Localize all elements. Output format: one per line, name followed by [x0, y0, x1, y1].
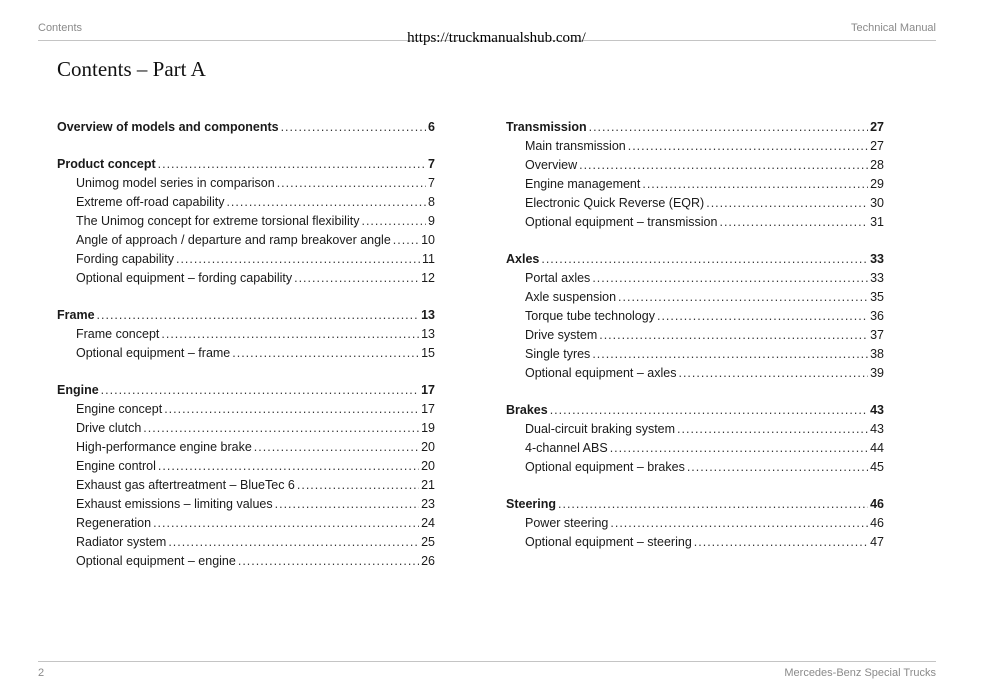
toc-entry-label: Frame — [57, 308, 95, 322]
dot-leader — [176, 250, 420, 269]
toc-section — [506, 250, 884, 383]
dot-leader — [161, 325, 419, 344]
toc-subentry[interactable] — [506, 345, 884, 364]
toc-subentry[interactable] — [506, 364, 884, 383]
toc-entry-page: 19 — [421, 421, 435, 435]
toc-subentry[interactable] — [506, 194, 884, 213]
toc-entry-page: 13 — [421, 327, 435, 341]
toc-entry-label: Engine concept — [76, 402, 163, 416]
toc-subentry[interactable] — [506, 213, 884, 232]
toc-entry-label: Drive system — [525, 328, 598, 342]
dot-leader — [579, 156, 868, 175]
toc-entry-page: 17 — [421, 383, 435, 397]
toc-entry-page: 25 — [421, 535, 435, 549]
toc-entry-label: Axles — [506, 252, 540, 266]
dot-leader — [687, 458, 868, 477]
dot-leader — [550, 401, 868, 420]
toc-subentry[interactable] — [506, 420, 884, 439]
dot-leader — [238, 552, 419, 571]
page-number: 2 — [38, 667, 45, 679]
toc-chapter-entry[interactable] — [506, 495, 884, 514]
toc-section — [57, 118, 435, 137]
toc-chapter-entry[interactable] — [57, 381, 435, 400]
toc-entry-page: 45 — [870, 460, 884, 474]
toc-entry-label: Transmission — [506, 120, 587, 134]
toc-subentry[interactable] — [506, 458, 884, 477]
dot-leader — [275, 495, 419, 514]
toc-entry-page: 11 — [422, 252, 435, 266]
toc-entry-label: Overview of models and components — [57, 120, 279, 134]
toc-subentry[interactable] — [506, 514, 884, 533]
dot-leader — [592, 345, 868, 364]
toc-entry-label: Portal axles — [525, 271, 591, 285]
toc-subentry[interactable] — [57, 438, 435, 457]
dot-leader — [254, 438, 419, 457]
toc-entry-page: 8 — [428, 195, 435, 209]
toc-entry-label: Engine control — [76, 459, 156, 473]
toc-entry-page: 29 — [870, 177, 884, 191]
toc-entry-page: 36 — [870, 309, 884, 323]
toc-entry-page: 17 — [421, 402, 435, 416]
toc-entry-label: The Unimog concept for extreme torsional flexibility — [76, 214, 360, 228]
dot-leader — [589, 118, 869, 137]
toc-entry-label: Extreme off-road capability — [76, 195, 225, 209]
header-document-label: Technical Manual — [851, 22, 936, 34]
toc-entry-label: Optional equipment – frame — [76, 346, 231, 360]
toc-section — [57, 306, 435, 363]
toc-entry-label: Exhaust gas aftertreatment – BlueTec 6 — [76, 478, 295, 492]
toc-subentry[interactable] — [57, 514, 435, 533]
toc-entry-page: 10 — [421, 233, 435, 247]
toc-chapter-entry[interactable] — [57, 306, 435, 325]
toc-entry-label: Product concept — [57, 157, 156, 171]
dot-leader — [281, 118, 426, 137]
toc-entry-page: 20 — [421, 459, 435, 473]
dot-leader — [599, 326, 868, 345]
toc-subentry[interactable] — [57, 250, 435, 269]
dot-leader — [618, 288, 868, 307]
toc-entry-label: Optional equipment – brakes — [525, 460, 685, 474]
toc-entry-page: 35 — [870, 290, 884, 304]
toc-entry-page: 33 — [870, 252, 884, 266]
toc-entry-label: Brakes — [506, 403, 548, 417]
dot-leader — [610, 439, 868, 458]
dot-leader — [158, 155, 426, 174]
dot-leader — [642, 175, 868, 194]
toc-entry-page: 38 — [870, 347, 884, 361]
dot-leader — [143, 419, 419, 438]
toc-entry-page: 31 — [870, 215, 884, 229]
dot-leader — [153, 514, 419, 533]
toc-entry-label: Optional equipment – fording capability — [76, 271, 293, 285]
toc-entry-page: 23 — [421, 497, 435, 511]
toc-subentry[interactable] — [57, 212, 435, 231]
toc-subentry[interactable] — [57, 457, 435, 476]
toc-entry-label: Axle suspension — [525, 290, 617, 304]
toc-entry-page: 12 — [421, 271, 435, 285]
toc-subentry[interactable] — [57, 495, 435, 514]
toc-entry-page: 43 — [870, 403, 884, 417]
toc-subentry[interactable] — [57, 174, 435, 193]
toc-entry-label: Regeneration — [76, 516, 152, 530]
toc-chapter-entry[interactable] — [506, 250, 884, 269]
toc-subentry[interactable] — [57, 400, 435, 419]
toc-entry-page: 33 — [870, 271, 884, 285]
dot-leader — [628, 137, 868, 156]
toc-subentry[interactable] — [506, 326, 884, 345]
dot-leader — [226, 193, 426, 212]
toc-entry-page: 37 — [870, 328, 884, 342]
toc-subentry[interactable] — [57, 269, 435, 288]
dot-leader — [101, 381, 419, 400]
dot-leader — [694, 533, 868, 552]
toc-section — [57, 381, 435, 571]
dot-leader — [610, 514, 868, 533]
toc-subentry[interactable] — [57, 476, 435, 495]
toc-entry-page: 28 — [870, 158, 884, 172]
dot-leader — [657, 307, 868, 326]
toc-entry-label: High-performance engine brake — [76, 440, 252, 454]
toc-entry-page: 21 — [421, 478, 435, 492]
dot-leader — [592, 269, 868, 288]
dot-leader — [558, 495, 868, 514]
toc-entry-label: Dual-circuit braking system — [525, 422, 676, 436]
dot-leader — [277, 174, 426, 193]
toc-entry-label: Power steering — [525, 516, 609, 530]
toc-entry-label: Torque tube technology — [525, 309, 655, 323]
toc-left-column — [57, 118, 435, 589]
toc-entry-label: Angle of approach / departure and ramp breakover angle — [76, 233, 391, 247]
header-section-label: Contents — [38, 22, 83, 34]
toc-entry-page: 27 — [870, 120, 884, 134]
dot-leader — [678, 364, 868, 383]
toc-subentry[interactable] — [506, 175, 884, 194]
toc-entry-label: Overview — [525, 158, 578, 172]
toc-entry-label: Optional equipment – steering — [525, 535, 692, 549]
toc-entry-label: Engine — [57, 383, 99, 397]
toc-entry-page: 6 — [428, 120, 435, 134]
toc-subentry[interactable] — [506, 533, 884, 552]
toc-entry-page: 44 — [870, 441, 884, 455]
toc-chapter-entry[interactable] — [57, 155, 435, 174]
toc-entry-page: 39 — [870, 366, 884, 380]
dot-leader — [393, 231, 419, 250]
toc-entry-label: Optional equipment – transmission — [525, 215, 718, 229]
dot-leader — [97, 306, 420, 325]
dot-leader — [158, 457, 419, 476]
toc-subentry[interactable] — [57, 231, 435, 250]
toc-right-column — [506, 118, 884, 570]
toc-entry-page: 43 — [870, 422, 884, 436]
dot-leader — [294, 269, 419, 288]
toc-subentry[interactable] — [57, 193, 435, 212]
dot-leader — [297, 476, 419, 495]
toc-entry-label: Steering — [506, 497, 557, 511]
toc-entry-label: Frame concept — [76, 327, 160, 341]
toc-entry-page: 9 — [428, 214, 435, 228]
footer-brand: Mercedes-Benz Special Trucks — [784, 667, 936, 679]
dot-leader — [719, 213, 868, 232]
toc-entry-page: 7 — [428, 176, 435, 190]
dot-leader — [677, 420, 868, 439]
dot-leader — [164, 400, 419, 419]
toc-entry-label: Fording capability — [76, 252, 174, 266]
toc-entry-label: 4-channel ABS — [525, 441, 608, 455]
toc-subentry[interactable] — [57, 552, 435, 571]
toc-entry-label: Drive clutch — [76, 421, 142, 435]
toc-subentry[interactable] — [57, 325, 435, 344]
toc-entry-label: Exhaust emissions – limiting values — [76, 497, 273, 511]
toc-entry-label: Radiator system — [76, 535, 167, 549]
toc-section — [506, 495, 884, 552]
toc-subentry[interactable] — [506, 137, 884, 156]
dot-leader — [706, 194, 868, 213]
toc-entry-label: Single tyres — [525, 347, 591, 361]
toc-entry-label: Optional equipment – axles — [525, 366, 677, 380]
toc-chapter-entry[interactable] — [506, 401, 884, 420]
toc-entry-page: 30 — [870, 196, 884, 210]
source-url[interactable]: https://truckmanualshub.com/ — [407, 30, 586, 46]
toc-entry-label: Optional equipment – engine — [76, 554, 236, 568]
toc-entry-label: Unimog model series in comparison — [76, 176, 275, 190]
toc-subentry[interactable] — [506, 307, 884, 326]
toc-entry-page: 47 — [870, 535, 884, 549]
toc-chapter-entry[interactable] — [506, 118, 884, 137]
toc-entry-page: 46 — [870, 497, 884, 511]
toc-entry-page: 27 — [870, 139, 884, 153]
toc-section — [57, 155, 435, 288]
toc-entry-page: 24 — [421, 516, 435, 530]
toc-section — [506, 118, 884, 232]
toc-entry-label: Engine management — [525, 177, 641, 191]
toc-entry-label: Electronic Quick Reverse (EQR) — [525, 196, 705, 210]
toc-entry-page: 26 — [421, 554, 435, 568]
toc-subentry[interactable] — [506, 288, 884, 307]
dot-leader — [168, 533, 419, 552]
toc-entry-page: 15 — [421, 346, 435, 360]
toc-section — [506, 401, 884, 477]
page-title: Contents – Part A — [57, 57, 206, 81]
toc-entry-label: Main transmission — [525, 139, 626, 153]
dot-leader — [361, 212, 426, 231]
toc-entry-page: 13 — [421, 308, 435, 322]
toc-subentry[interactable] — [506, 439, 884, 458]
toc-subentry[interactable] — [57, 533, 435, 552]
toc-entry-page: 7 — [428, 157, 435, 171]
dot-leader — [541, 250, 868, 269]
toc-entry-page: 46 — [870, 516, 884, 530]
toc-subentry[interactable] — [57, 344, 435, 363]
footer-divider — [38, 661, 936, 662]
toc-subentry[interactable] — [506, 156, 884, 175]
toc-subentry[interactable] — [57, 419, 435, 438]
toc-subentry[interactable] — [506, 269, 884, 288]
dot-leader — [232, 344, 419, 363]
toc-entry-page: 20 — [421, 440, 435, 454]
toc-chapter-entry[interactable] — [57, 118, 435, 137]
